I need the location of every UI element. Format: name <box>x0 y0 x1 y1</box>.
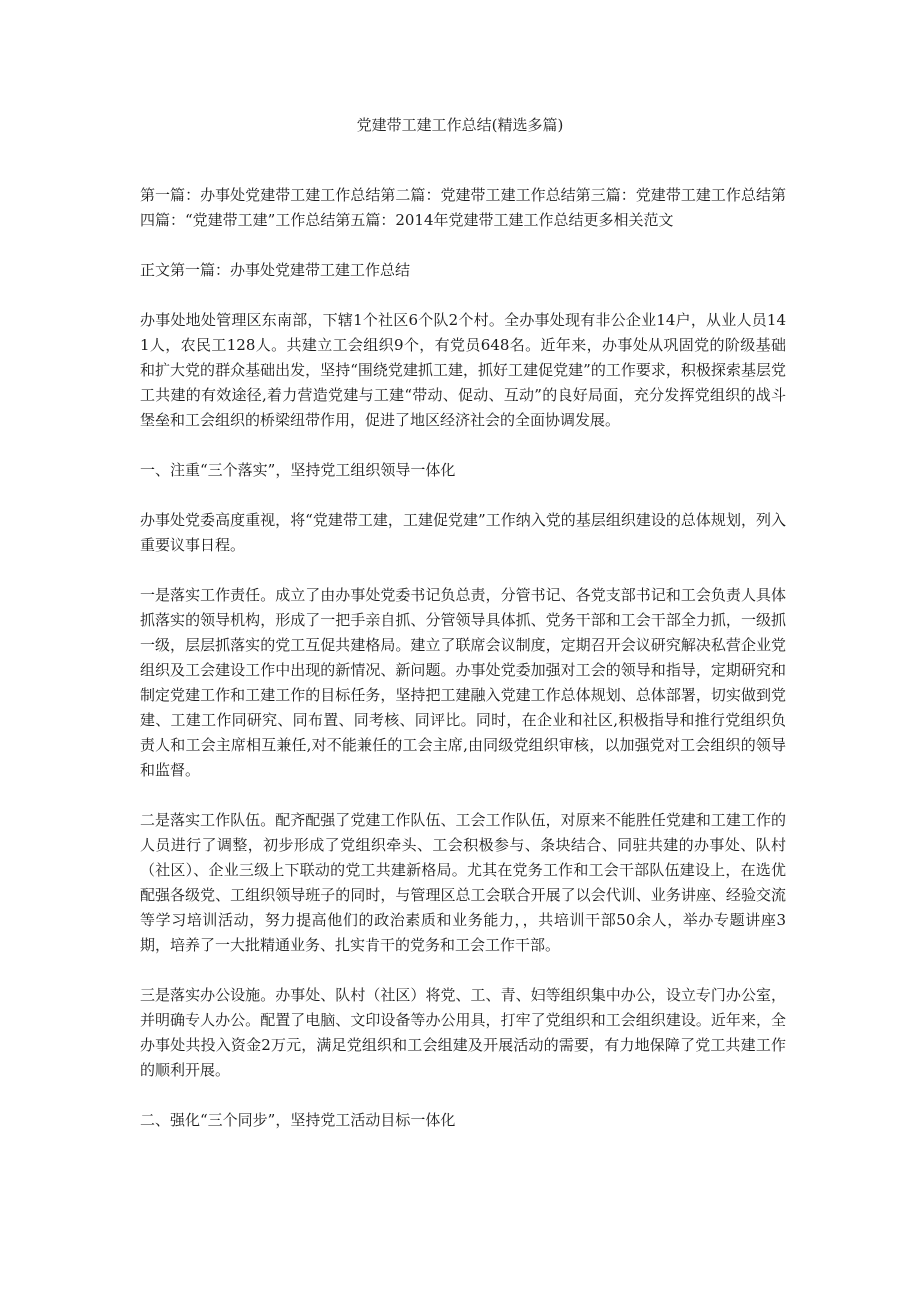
paragraph-responsibility: 一是落实工作责任。成立了由办事处党委书记负总责，分管书记、各党支部书记和工会负责人具体抓落实的领导机构，形成了一把手亲自抓、分管领导具体抓、党务干部和工会干部全力抓，一级抓一级，层层抓落实的党工互促共建格局。建立了联席会议制度，定期召开会议研究解决私营企业党组织及工会建设工作中出现的新情况、新问题。办事处党委加强对工会的领导和指导，定期研究和制定党建工作和工建工作的目标任务，坚持把工建融入党建工作总体规划、总体部署，切实做到党建、工建工作同研究、同布置、同考核、同评比。同时，在企业和社区,积极指导和推行党组织负责人和工会主席相互兼任,对不能兼任的工会主席,由同级党组织审核，以加强党对工会组织的领导和监督。 <box>140 586 786 779</box>
section-heading-2: 二、强化“三个同步”，坚持党工活动目标一体化 <box>140 1111 456 1129</box>
document-body <box>140 183 786 1158</box>
paragraph-intro: 办事处地处管理区东南部，下辖1个社区6个队2个村。全办事处现有非公企业14户，从业人员141人，农民工128人。共建立工会组织9个，有党员648名。近年来，办事处从巩固党的阶级基础和扩大党的群众基础出发，坚持“围绕党建抓工建，抓好工建促党建”的工作要求，积极探索基层党工共建的有效途径,着力营造党建与工建“带动、促动、互动”的良好局面，充分发挥党组织的战斗堡垒和工会组织的桥梁纽带作用，促进了地区经济社会的全面协调发展。 <box>140 311 786 429</box>
paragraph-facilities: 三是落实办公设施。办事处、队村（社区）将党、工、青、妇等组织集中办公，设立专门办公室，并明确专人办公。配置了电脑、文印设备等办公用具，打牢了党组织和工会组织建设。近年来，全办事处共投入资金2万元，满足党组织和工会组建及开展活动的需要，有力地保障了党工共建工作的顺利开展。 <box>140 986 786 1079</box>
section-heading-1: 一、注重“三个落实”，坚持党工组织领导一体化 <box>140 461 456 479</box>
paragraph-main-heading: 正文第一篇：办事处党建带工建工作总结 <box>140 261 411 279</box>
paragraph-contents-list: 第一篇：办事处党建带工建工作总结第二篇：党建带工建工作总结第三篇：党建带工建工作总结第四篇：“党建带工建”工作总结第五篇：2014年党建带工建工作总结更多相关范文 <box>140 186 786 229</box>
paragraph-section-1-intro: 办事处党委高度重视，将“党建带工建，工建促党建”工作纳入党的基层组织建设的总体规划，列入重要议事日程。 <box>140 511 786 554</box>
document-title: 党建带工建工作总结(精选多篇) <box>356 116 564 134</box>
paragraph-team: 二是落实工作队伍。配齐配强了党建工作队伍、工会工作队伍，对原来不能胜任党建和工建工作的人员进行了调整，初步形成了党组织牵头、工会积极参与、条块结合、同驻共建的办事处、队村（社区）、企业三级上下联动的党工共建新格局。尤其在党务工作和工会干部队伍建设上，在选优配强各级党、工组织领导班子的同时，与管理区总工会联合开展了以会代训、业务讲座、经验交流等学习培训活动，努力提高他们的政治素质和业务能力，，共培训干部50余人，举办专题讲座3期，培养了一大批精通业务、扎实肯干的党务和工会工作干部。 <box>140 811 786 954</box>
